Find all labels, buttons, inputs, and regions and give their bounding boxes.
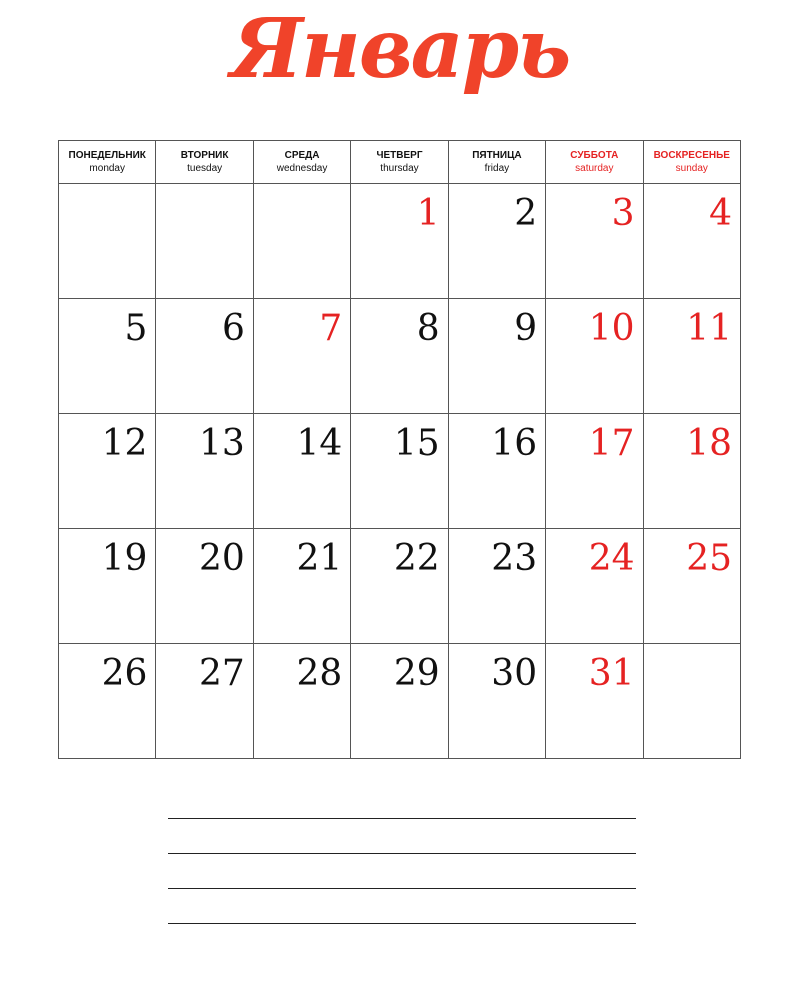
day-cell (546, 529, 643, 644)
day-cell (59, 529, 156, 644)
day-cell (253, 644, 350, 759)
weekday-name-ru: ВТОРНИК (180, 150, 229, 161)
weekday-name-en: monday (89, 163, 125, 174)
day-cell (351, 299, 448, 414)
date-number: 7 (319, 308, 343, 349)
date-number: 6 (221, 308, 245, 349)
weekday-name-ru: ЧЕТВЕРГ (376, 150, 423, 161)
day-cell (351, 184, 448, 299)
date-number: 1 (416, 193, 440, 234)
day-cell (351, 414, 448, 529)
week-row (59, 299, 741, 414)
date-number: 22 (393, 538, 440, 579)
weekday-header-sunday (643, 141, 740, 184)
week-row (59, 529, 741, 644)
empty-day-cell (59, 184, 156, 299)
weekday-name-ru: ПЯТНИЦА (472, 150, 522, 161)
day-cell (253, 414, 350, 529)
note-line (168, 818, 636, 819)
date-number: 4 (709, 193, 732, 234)
date-number: 5 (124, 308, 148, 349)
date-number: 28 (296, 653, 343, 694)
weekday-name-en: tuesday (187, 163, 223, 174)
week-row (59, 644, 741, 759)
day-cell (448, 529, 545, 644)
empty-day-cell (643, 644, 740, 759)
day-cell (156, 644, 253, 759)
date-number: 11 (686, 308, 732, 349)
day-cell (448, 184, 545, 299)
date-number: 18 (686, 423, 732, 464)
date-number: 31 (588, 653, 635, 694)
weekday-header-row (59, 141, 741, 184)
weekday-name-en: thursday (380, 163, 419, 174)
calendar-grid (58, 140, 741, 759)
note-line (168, 853, 636, 854)
weekday-name-en: sunday (675, 163, 708, 174)
week-row (59, 414, 741, 529)
day-cell (448, 414, 545, 529)
day-cell (643, 414, 740, 529)
date-number: 13 (199, 423, 245, 464)
date-number: 25 (686, 538, 732, 579)
date-number: 12 (101, 423, 148, 464)
date-number: 2 (514, 193, 538, 234)
week-row (59, 184, 741, 299)
day-cell (546, 414, 643, 529)
day-cell (448, 644, 545, 759)
date-number: 23 (491, 538, 538, 579)
date-number: 21 (296, 538, 343, 579)
weekday-header-wednesday (253, 141, 350, 184)
day-cell (643, 184, 740, 299)
day-cell (253, 529, 350, 644)
date-number: 10 (588, 308, 635, 349)
date-number: 26 (101, 653, 148, 694)
day-cell (643, 299, 740, 414)
date-number: 14 (296, 423, 343, 464)
day-cell (59, 644, 156, 759)
day-cell (546, 299, 643, 414)
day-cell (546, 184, 643, 299)
day-cell (546, 644, 643, 759)
notes-area (168, 818, 636, 958)
date-number: 29 (393, 653, 440, 694)
weekday-name-ru: СРЕДА (284, 150, 320, 161)
date-number: 30 (491, 653, 538, 694)
weekday-header-monday (59, 141, 156, 184)
date-number: 16 (491, 423, 538, 464)
date-number: 24 (588, 538, 635, 579)
weekday-header-saturday (546, 141, 643, 184)
date-number: 17 (588, 423, 635, 464)
date-number: 3 (611, 193, 635, 234)
date-number: 19 (101, 538, 148, 579)
weekday-header-thursday (351, 141, 448, 184)
weekday-name-ru: ПОНЕДЕЛЬНИК (68, 150, 146, 161)
weekday-header-tuesday (156, 141, 253, 184)
date-number: 20 (199, 538, 245, 579)
date-number: 9 (514, 308, 538, 349)
date-number: 15 (393, 423, 440, 464)
day-cell (59, 299, 156, 414)
date-number: 27 (199, 653, 245, 694)
weekday-name-en: friday (484, 163, 510, 174)
empty-day-cell (253, 184, 350, 299)
day-cell (59, 414, 156, 529)
day-cell (156, 529, 253, 644)
day-cell (351, 644, 448, 759)
day-cell (156, 299, 253, 414)
day-cell (253, 299, 350, 414)
month-title: Январь (230, 1, 570, 97)
weekday-name-ru: ВОСКРЕСЕНЬЕ (653, 150, 730, 161)
day-cell (643, 529, 740, 644)
note-line (168, 888, 636, 889)
date-number: 8 (416, 308, 440, 349)
note-line (168, 923, 636, 924)
day-cell (351, 529, 448, 644)
calendar-body (59, 184, 741, 759)
weekday-header-friday (448, 141, 545, 184)
weekday-name-en: saturday (575, 163, 614, 174)
weekday-name-en: wednesday (276, 163, 328, 174)
day-cell (156, 414, 253, 529)
empty-day-cell (156, 184, 253, 299)
weekday-name-ru: СУББОТА (570, 150, 619, 161)
day-cell (448, 299, 545, 414)
